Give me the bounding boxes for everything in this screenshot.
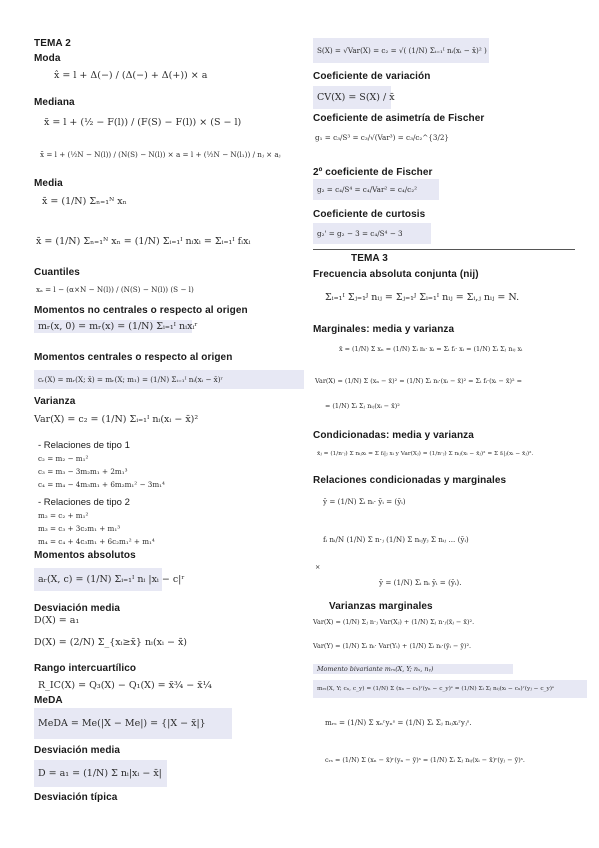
formula-coeficiente-variacion: CV(X) = S(X) / x̄ [313,86,391,109]
relacion-1c: c₄ = m₄ − 4m₃m₁ + 6m₂m₁² − 3m₁⁴ [38,480,165,489]
heading-frecuencia-conjunta: Frecuencia absoluta conjunta (nij) [313,269,479,280]
formula-desviacion-tipica: S(X) = √Var(X) = c₂ = √( (1/N) Σᵢ₌₁ᴵ nᵢ(xᵢ − x̄)² ) [313,38,489,63]
heading-varianza: Varianza [34,396,76,407]
heading-momentos-no-centrales: Momentos no centrales o respecto al origen [34,305,248,316]
relacion-1a: c₂ = m₂ − m₁² [38,454,89,463]
formula-condicionadas: x̄ⱼ = (1/n·ⱼ) Σ nᵢⱼxᵢ = Σ fᵢ|ⱼ xᵢ y Var(Xⱼ) = (1/n·ⱼ) Σ nᵢⱼ(xᵢ − x̄ⱼ)² = Σ fᵢ|ⱼ(xᵢ − x̄ⱼ)². [317,451,534,457]
heading-coeficiente-variacion: Coeficiente de variación [313,71,431,82]
heading-condicionadas: Condicionadas: media y varianza [313,430,474,441]
heading-varianzas-marginales: Varianzas marginales [329,601,433,612]
formula-crs: cᵣₛ = (1/N) Σ (xₙ − x̄)ʳ(yₙ − ȳ)ˢ = (1/N) Σᵢ Σⱼ nᵢⱼ(xᵢ − x̄)ʳ(yⱼ − ȳ)ˢ. [325,756,525,764]
formula-marginales-1: x̄ = (1/N) Σ xₙ = (1/N) Σᵢ nᵢ· xᵢ = Σᵢ fᵢ· xᵢ = (1/N) Σᵢ Σⱼ nᵢⱼ xᵢ [339,345,523,353]
formula-relaciones-3: × [315,563,321,571]
relacion-2c: m₄ = c₄ + 4c₃m₁ + 6c₂m₁² + m₁⁴ [38,537,155,546]
heading-moda: Moda [34,53,61,64]
formula-momento-bivariante: mᵣₛ(X, Y; cₓ, c_y) = (1/N) Σ (xₙ − cₓ)ʳ(yₙ − c_y)ˢ = (1/N) Σᵢ Σⱼ nᵢⱼ(xᵢ − cₓ)ʳ(yⱼ − c_y)ˢ [313,680,587,698]
heading-momentos-absolutos: Momentos absolutos [34,550,136,561]
relaciones-tipo-2-label: - Relaciones de tipo 2 [38,497,130,508]
formula-rango-intercuartilico: R_IC(X) = Q₃(X) − Q₁(X) = x̃¾ − x̃¼ [38,680,212,691]
relacion-1b: c₃ = m₃ − 3m₂m₁ + 2m₁³ [38,467,128,476]
relacion-2a: m₂ = c₂ + m₁² [38,511,89,520]
heading-mediana: Mediana [34,97,75,108]
formula-desviacion-media-2: D(X) = (2/N) Σ_{xᵢ≥x̄} nᵢ(xᵢ − x̄) [34,637,188,648]
formula-cuantiles: xₐ = l − (α×N − N(l)) / (N(S) − N(l)) (S − l) [36,285,194,294]
formula-marginales-3: = (1/N) Σᵢ Σⱼ nᵢⱼ(xᵢ − x̄)² [325,402,400,410]
formula-mediana-1: x̃ = l + (½ − F(l)) / (F(S) − F(l)) × (S − l) [44,117,242,128]
formula-frecuencia-conjunta: Σᵢ₌₁ᴵ Σⱼ₌₁ᴶ nᵢⱼ = Σⱼ₌₁ᴶ Σᵢ₌₁ᴵ nᵢⱼ = Σᵢ,ⱼ nᵢⱼ = N. [325,292,520,303]
formula-varianza: Var(X) = c₂ = (1/N) Σᵢ₌₁ᴵ nᵢ(xᵢ − x̄)² [34,414,199,425]
section-title-tema2: TEMA 2 [34,38,71,49]
heading-coeficiente-asimetria: Coeficiente de asimetría de Fischer [313,113,485,124]
section-title-tema3: TEMA 3 [351,253,388,264]
heading-momentos-centrales: Momentos centrales o respecto al origen [34,352,233,363]
formula-desviacion-media-1: D(X) = a₁ [34,615,80,626]
formula-momentos-centrales: cᵣ(X) = mᵣ(X; x̄) = mᵣ(X; m₁) = (1/N) Σᵢ₌₁ᴵ nᵢ(xᵢ − x̄)ʳ [34,370,304,389]
heading-marginales: Marginales: media y varianza [313,324,455,335]
heading-rango-intercuartilico: Rango intercuartílico [34,663,137,674]
formula-media-1: x̄ = (1/N) Σₙ₌₁ᴺ xₙ [42,196,127,207]
formula-media-2: x̄ = (1/N) Σₙ₌₁ᴺ xₙ = (1/N) Σᵢ₌₁ᴵ nᵢxᵢ = Σᵢ₌₁ᴵ fᵢxᵢ [36,236,251,247]
heading-desviacion-media-2: Desviación media [34,745,121,756]
formula-mediana-2: x̃ = l + (½N − N(l)) / (N(S) − N(l)) × a = l + (½N − N(l₁)) / nⱼ × aⱼ [40,150,281,159]
relaciones-tipo-1-label: - Relaciones de tipo 1 [38,440,130,451]
heading-desviacion-media: Desviación media [34,603,121,614]
relacion-2b: m₃ = c₃ + 3c₂m₁ + m₁³ [38,524,121,533]
momento-bivariante-label: Momento bivariante mᵣₛ(X, Y; nₓ, nᵧ) [313,664,513,674]
formula-relaciones-2: fᵢ nᵢ/N (1/N) Σ n·ⱼ (1/N) Σ nᵢⱼyⱼ Σ nᵢⱼ ... (ȳᵢ) [323,535,469,544]
heading-relaciones-condicionadas: Relaciones condicionadas y marginales [313,475,507,486]
formula-meda: MeDA = Me(|X − Me|) = {|X − x̃|} [34,708,232,739]
formula-varianzas-marginales-2: Var(Y) = (1/N) Σᵢ nᵢ· Var(Yᵢ) + (1/N) Σᵢ nᵢ·(ȳᵢ − ȳ)². [313,642,472,650]
formula-desviacion-media-2b: D = a₁ = (1/N) Σ nᵢ|xᵢ − x̄| [34,760,167,787]
heading-cuantiles: Cuantiles [34,267,80,278]
heading-segundo-coeficiente: 2º coeficiente de Fischer [313,167,433,178]
formula-coeficiente-curtosis: g₂' = g₂ − 3 = c₄/S⁴ − 3 [313,223,431,244]
heading-meda: MeDA [34,695,63,706]
formula-mrs: mᵣₛ = (1/N) Σ xₙʳyₙˢ = (1/N) Σᵢ Σⱼ nᵢⱼxᵢʳyⱼˢ. [325,718,472,727]
formula-segundo-coeficiente: g₂ = c₄/S⁴ = c₄/Var² = c₄/c₂² [313,179,439,200]
heading-desviacion-tipica: Desviación típica [34,792,118,803]
formula-momentos-absolutos: aᵣ(X, c) = (1/N) Σᵢ₌₁ᴵ nᵢ |xᵢ − c|ʳ [34,568,162,591]
formula-marginales-2: Var(X) = (1/N) Σ (xₙ − x̄)² = (1/N) Σᵢ nᵢ·(xᵢ − x̄)² = Σᵢ fᵢ·(xᵢ − x̄)² = [315,377,522,385]
heading-coeficiente-curtosis: Coeficiente de curtosis [313,209,426,220]
formula-moda: x̂ = l + Δ(−) / (Δ(−) + Δ(+)) × a [54,70,208,81]
formula-momentos-no-centrales: mᵣ(x, 0) = mᵣ(x) = (1/N) Σᵢ₌₁ᴵ nᵢxᵢʳ [34,320,192,333]
formula-coeficiente-asimetria: g₁ = c₃/S³ = c₃/√(Var³) = c₃/c₂^{3/2} [315,133,450,142]
heading-media: Media [34,178,63,189]
formula-relaciones-4: ȳ = (1/N) Σᵢ nᵢ ȳᵢ = (ȳᵢ). [379,578,462,587]
divider-line [313,249,575,250]
formula-varianzas-marginales-1: Var(X) = (1/N) Σⱼ n·ⱼ Var(Xⱼ) + (1/N) Σⱼ n·ⱼ(x̄ⱼ − x̄)². [313,618,475,626]
formula-relaciones-1: ȳ = (1/N) Σᵢ nᵢ· ȳᵢ = (ȳᵢ) [323,497,406,506]
